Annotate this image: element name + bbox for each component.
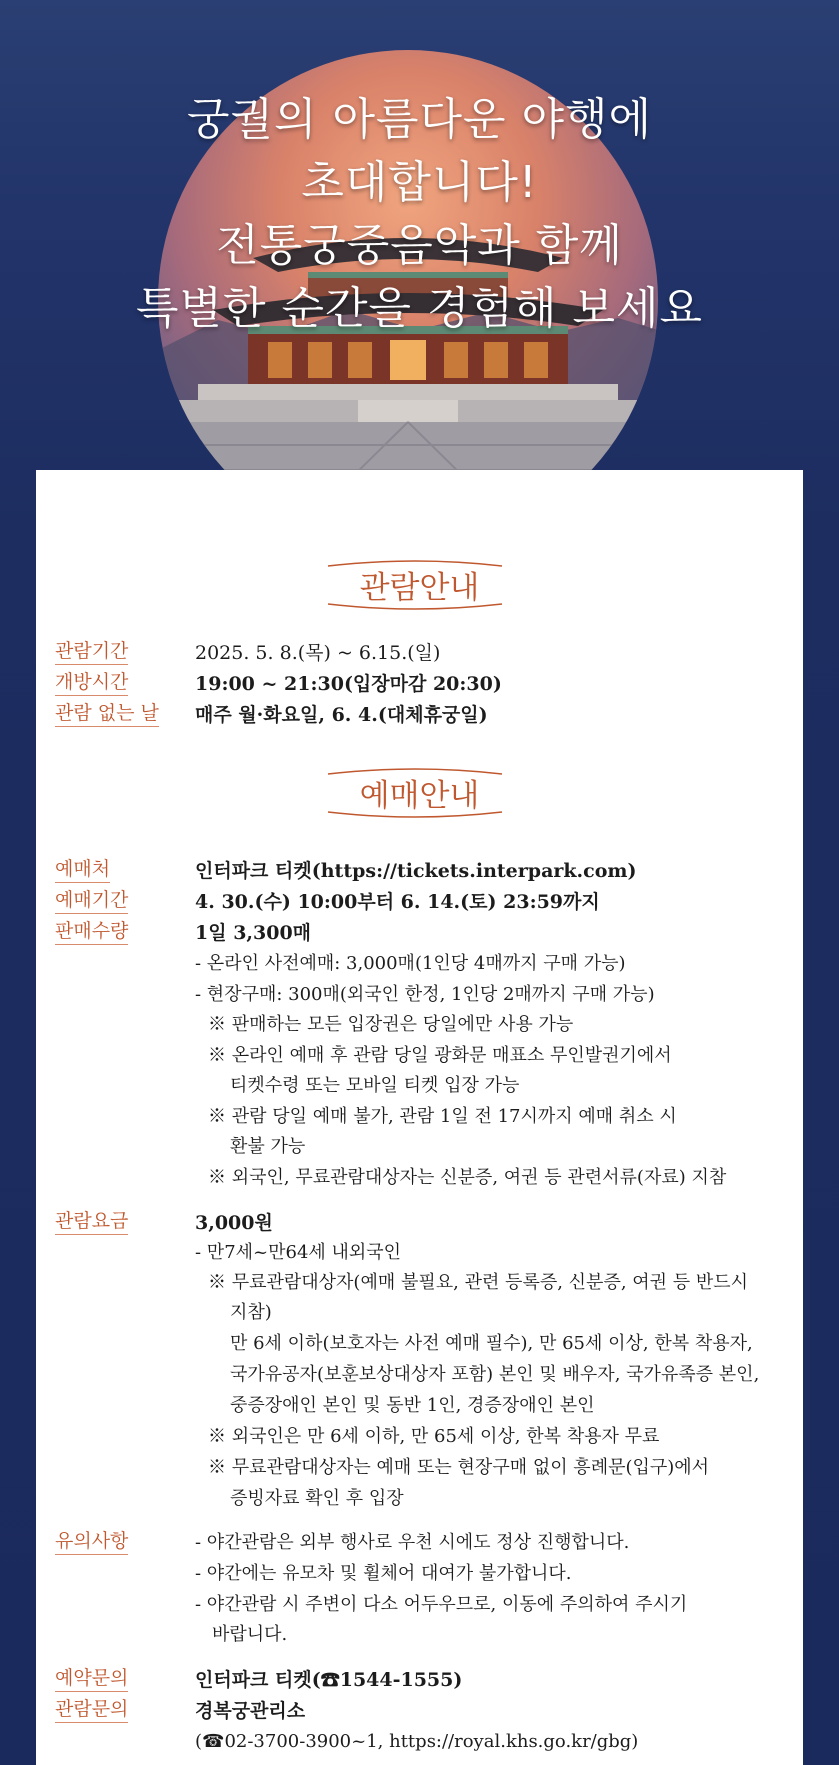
fee-note: 증빙자료 확인 후 입장 — [230, 1488, 404, 1509]
hero-line-4: 특별한 순간을 경험해 보세요 — [135, 283, 703, 334]
fee-note: ※ 외국인은 만 6세 이하, 만 65세 이상, 한복 착용자 무료 — [208, 1426, 660, 1447]
fee-note: 지참) — [230, 1302, 272, 1323]
viewing-closed-label: 관람 없는 날 — [55, 700, 159, 727]
fee-value: 3,000원 — [195, 1212, 273, 1234]
fee-note: ※ 무료관람대상자(예매 불필요, 관련 등록증, 신분증, 여권 등 반드시 — [208, 1272, 749, 1293]
viewing-period-value: 2025. 5. 8.(목) ~ 6.15.(일) — [195, 642, 441, 664]
booking-note: ※ 외국인, 무료관람대상자는 신분증, 여권 등 관련서류(자료) 지참 — [208, 1167, 727, 1188]
contact-booking-value: 인터파크 티켓(☎1544-1555) — [195, 1669, 463, 1691]
booking-note: 환불 가능 — [230, 1136, 306, 1157]
fee-note: 중증장애인 본인 및 동반 1인, 경증장애인 본인 — [230, 1395, 595, 1416]
section-viewing-title: 관람안내 — [359, 570, 480, 606]
contact-viewing-detail: (☎02-3700-3900~1, https://royal.khs.go.kr/gbg) — [195, 1731, 639, 1752]
heading-frame — [320, 764, 510, 820]
viewing-closed-value: 매주 월·화요일, 6. 4.(대체휴궁일) — [195, 704, 488, 726]
fee-note: 국가유공자(보훈보상대상자 포함) 본인 및 배우자, 국가유족증 본인, — [230, 1364, 760, 1385]
hero-line-3: 전통궁중음악과 함께 — [216, 220, 623, 271]
booking-where-label: 예매처 — [55, 856, 110, 883]
booking-note: ※ 관람 당일 예매 불가, 관람 1일 전 17시까지 예매 취소 시 — [208, 1106, 677, 1127]
section-viewing-heading — [0, 556, 839, 613]
contact-viewing-label: 관람문의 — [55, 1696, 128, 1723]
hero-line-2: 초대합니다! — [301, 157, 538, 208]
hero-line-1: 궁궐의 아름다운 야행에 — [186, 94, 652, 145]
booking-qty-label: 판매수량 — [55, 918, 128, 945]
viewing-hours-value: 19:00 ~ 21:30(입장마감 20:30) — [195, 673, 502, 695]
fee-note: - 만7세~만64세 내외국인 — [195, 1242, 402, 1263]
notice-label: 유의사항 — [55, 1528, 128, 1555]
hero-headline — [0, 88, 839, 340]
booking-note: ※ 판매하는 모든 입장권은 당일에만 사용 가능 — [208, 1014, 574, 1035]
booking-period-value: 4. 30.(수) 10:00부터 6. 14.(토) 23:59까지 — [195, 891, 600, 913]
section-booking-heading — [0, 764, 839, 821]
booking-note: - 현장구매: 300매(외국인 한정, 1인당 2매까지 구매 가능) — [195, 984, 655, 1005]
notice-line: 바랍니다. — [212, 1624, 288, 1645]
notice-line: - 야간관람 시 주변이 다소 어두우므로, 이동에 주의하여 주시기 — [195, 1594, 688, 1615]
booking-period-label: 예매기간 — [55, 887, 128, 914]
booking-qty-value: 1일 3,300매 — [195, 922, 312, 944]
notice-line: - 야간관람은 외부 행사로 우천 시에도 정상 진행합니다. — [195, 1532, 630, 1553]
booking-note: - 온라인 사전예매: 3,000매(1인당 4매까지 구매 가능) — [195, 953, 626, 974]
viewing-period-label: 관람기간 — [55, 638, 128, 665]
booking-note: ※ 온라인 예매 후 관람 당일 광화문 매표소 무인발권기에서 — [208, 1045, 672, 1066]
contact-booking-label: 예약문의 — [55, 1665, 128, 1692]
fee-note: ※ 무료관람대상자는 예매 또는 현장구매 없이 흥례문(입구)에서 — [208, 1457, 710, 1478]
notice-line: - 야간에는 유모차 및 휠체어 대여가 불가합니다. — [195, 1563, 572, 1584]
viewing-hours-label: 개방시간 — [55, 669, 128, 696]
fee-note: 만 6세 이하(보호자는 사전 예매 필수), 만 65세 이상, 한복 착용자, — [230, 1333, 753, 1354]
section-booking-title: 예매안내 — [359, 778, 480, 814]
booking-where-value: 인터파크 티켓(https://tickets.interpark.com) — [195, 860, 637, 882]
heading-frame — [320, 556, 510, 612]
contact-viewing-value: 경복궁관리소 — [195, 1700, 306, 1722]
booking-note: 티켓수령 또는 모바일 티켓 입장 가능 — [230, 1075, 520, 1096]
fee-label: 관람요금 — [55, 1208, 128, 1235]
